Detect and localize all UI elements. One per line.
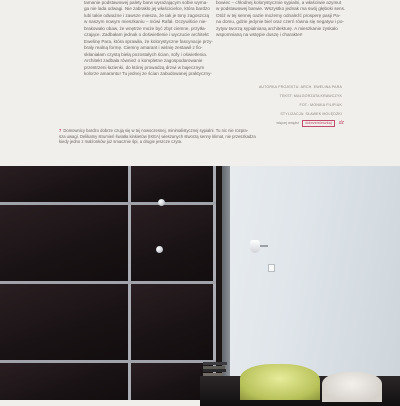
signoff-prefix: więcej wnętrz [276,121,300,125]
article-line: brały realną formę. Ciemny amarant i wiśnię zestawił z fio- [84,45,203,51]
article-line: ga nie lada odwagi. Nie zabrakło jej właścicielce, która bardzo [84,6,210,12]
caption-line [59,128,254,134]
article-line: na domu, gdzie jedynie biel oraz czerń równa się negatyw i po- [216,19,344,25]
article-line: tamanie podstawowej palety barw wyrażającym sobie wyma- [84,0,208,5]
article-right-column [216,0,346,39]
wardrobe [0,166,222,400]
article-line: w naszym nowym mieszkaniu – mówi Rafał. Oczywiście nie- [84,19,207,25]
article-line: Ewelinę Para, która sprawiła, że kolorystyczne fascynacje przy- [84,38,213,44]
wardrobe-rail [0,281,216,284]
book [203,362,227,365]
book [203,369,226,372]
credit-text: TEKST: MAŁGORZATA KRAWCZYK [279,94,342,99]
article-line: kolorze amarantu! Tu jednej ze ścian zabudowanej praktyczny- [84,70,212,76]
wardrobe-panel [131,205,214,281]
wardrobe-panel [131,284,214,360]
bedroom-photo [0,166,400,400]
caption-number: 7 [59,128,62,133]
credit-photo: FOT.: MONIKA FILIPIUK [299,103,342,108]
green-pillow [240,364,320,400]
white-pillow [322,372,382,402]
article-line: skłaniałam czystą bielą pozostałych ścian, sofy i oświetlenia. [84,51,208,57]
reflection-highlight [156,246,163,253]
caption-text: Domownicy bardzo dobrze czują się w tej nowoczesnej, minimalistycznej sypialni. Tu nic nie rozpra- [63,128,249,133]
caption-line: sza uwagi. Delikatny strumień światła kinkietów (IKEA) wieszanych stworzą senny klimat, nie przeszkadza [59,133,256,139]
article-line: bowiec – chłodnej kolorystycznie sypialni, a właściwie azymut [216,0,342,5]
wardrobe-panel [0,205,128,281]
wardrobe-panel [131,166,214,202]
article-line: wspomnianą na wstępie duszę i charakter! [216,32,303,38]
signoff [244,120,344,127]
wall-lamp-icon [250,240,260,253]
wardrobe-panel [0,166,128,202]
article-left-column [84,0,213,77]
article-line: przestrzeni łazienki, do której prowadzą drzwi w bajecznym [84,64,205,70]
bedroom-wall [225,166,400,400]
article-line: Otóż w tej sennej oazie możemy odnaleźć prosperę pasji Pa- [216,12,341,18]
credits-block [242,83,342,119]
brand-logo: dz [338,120,344,126]
wardrobe-panel [0,284,128,360]
book-stack [203,362,227,378]
photo-caption [59,128,254,145]
caption-line: kiedy jedno z małżonków już smacznie śpi, a drugie jeszcze czyta. [59,139,183,145]
article-line: lubi takie odważne i zawsze miesza, że tak je tony zagoszczą [84,12,210,18]
book [203,366,225,369]
article-line: zytyw tworzą sypialnianą architekturę. A mieszkanie zyskało [216,25,338,31]
wardrobe-rail [0,360,216,363]
signoff-tag: dobrzemieszkaj [302,120,334,127]
article-line: brakowało obaw, że wnętrze może być zbyt ciemne, przytła- [84,25,207,31]
wardrobe-rail [0,202,216,205]
light-switch [268,264,275,272]
article-line: Architekt zadbała również o kompletne zagospodarowanie [84,58,203,64]
credit-author: AUTORKA PROJEKTU: ARCH. EWELINA PARA [258,85,342,89]
wardrobe-panel [0,363,128,400]
article-line: czające. Zadbałam jednak o doświetlenie i wyczucie architekt [84,32,209,38]
reflection-highlight [158,199,165,206]
credit-styling: STYLIZACJA: SŁAWEK MOLĘDZKI [280,112,342,117]
article-line: w podstawowej barwie. Wszystko jednak ma swój głęboki sens. [216,6,346,12]
book [203,373,223,376]
